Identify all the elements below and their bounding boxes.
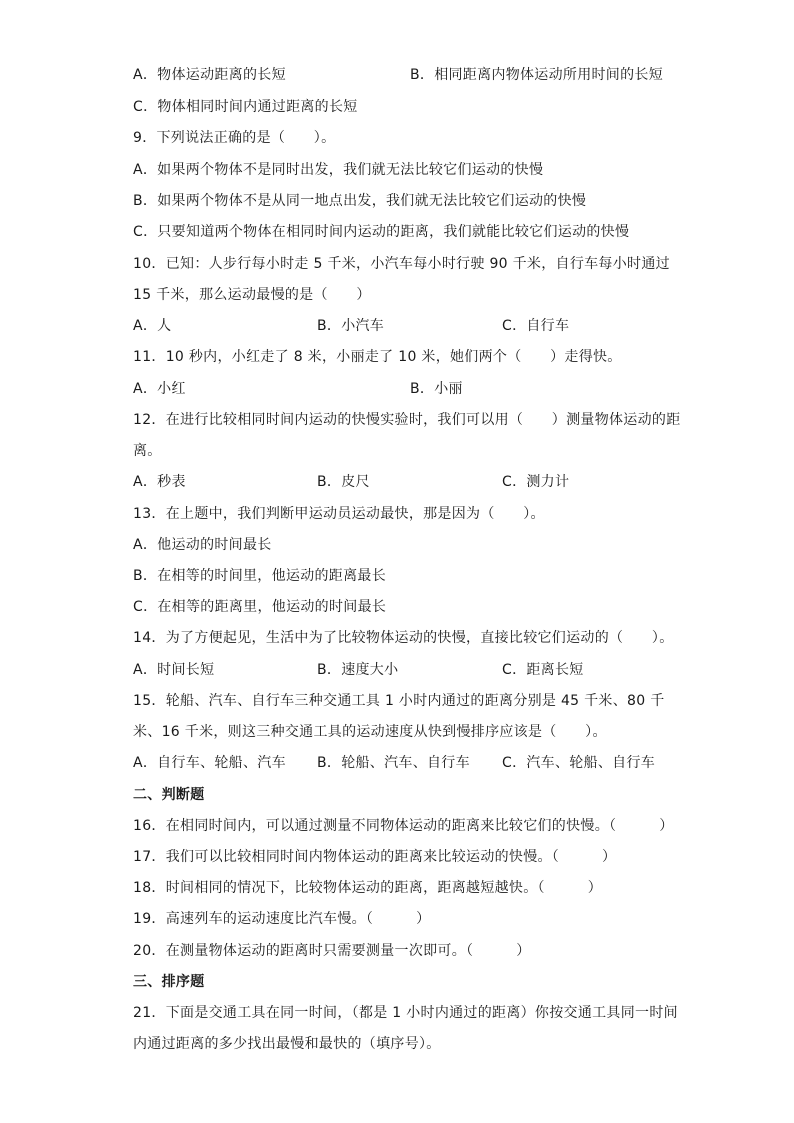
q8-option-c: C．物体相同时间内通过距离的长短 <box>133 99 358 115</box>
q10-stem-line1: 10．已知：人步行每小时走 5 千米，小汽车每小时行驶 90 千米，自行车每小时通过 <box>133 256 670 272</box>
q12-option-c: C．测力计 <box>502 474 570 490</box>
q14-option-c: C．距离长短 <box>502 662 584 678</box>
q11-option-b: B．小丽 <box>410 381 463 397</box>
q15-stem-line1: 15．轮船、汽车、自行车三种交通工具 1 小时内通过的距离分别是 45 千米、80 千 <box>133 693 665 709</box>
q15-option-b: B．轮船、汽车、自行车 <box>317 755 470 771</box>
q11-stem: 11．10 秒内，小红走了 8 米，小丽走了 10 米，她们两个（ ）走得快。 <box>133 349 622 365</box>
q21-stem-line1: 21．下面是交通工具在同一时间，（都是 1 小时内通过的距离）你按交通工具同一时间 <box>133 1005 678 1021</box>
q10-stem-line2: 15 千米，那么运动最慢的是（ ） <box>133 287 371 303</box>
q14-option-b: B．速度大小 <box>317 662 399 678</box>
q13-option-a: A．他运动的时间最长 <box>133 537 272 553</box>
q14-stem: 14．为了方便起见，生活中为了比较物体运动的快慢，直接比较它们运动的（ ）。 <box>133 630 674 646</box>
q12-stem-line1: 12．在进行比较相同时间内运动的快慢实验时，我们可以用（ ）测量物体运动的距 <box>133 412 681 428</box>
q12-option-b: B．皮尺 <box>317 474 370 490</box>
q10-option-a: A．人 <box>133 318 172 334</box>
q12-stem-line2: 离。 <box>133 443 162 459</box>
q11-option-a: A．小红 <box>133 381 186 397</box>
q19-statement: 19．高速列车的运动速度比汽车慢。（ ） <box>133 911 431 927</box>
q13-option-c: C．在相等的距离里，他运动的时间最长 <box>133 599 387 615</box>
q18-statement: 18．时间相同的情况下，比较物体运动的距离，距离越短越快。（ ） <box>133 880 603 896</box>
q21-stem-line2: 内通过距离的多少找出最慢和最快的（填序号）。 <box>133 1036 441 1052</box>
q9-stem: 9．下列说法正确的是（ ）。 <box>133 130 336 146</box>
q9-option-c: C．只要知道两个物体在相同时间内运动的距离，我们就能比较它们运动的快慢 <box>133 224 630 240</box>
section-heading-ordering: 三、排序题 <box>133 974 205 990</box>
q8-option-b: B．相同距离内物体运动所用时间的长短 <box>410 67 664 83</box>
q15-option-c: C．汽车、轮船、自行车 <box>502 755 656 771</box>
q10-option-c: C．自行车 <box>502 318 570 334</box>
q14-option-a: A．时间长短 <box>133 662 215 678</box>
q8-option-a: A．物体运动距离的长短 <box>133 67 286 83</box>
q10-option-b: B．小汽车 <box>317 318 385 334</box>
q9-option-a: A．如果两个物体不是同时出发，我们就无法比较它们运动的快慢 <box>133 162 544 178</box>
section-heading-true-false: 二、判断题 <box>133 787 205 803</box>
q9-option-b: B．如果两个物体不是从同一地点出发，我们就无法比较它们运动的快慢 <box>133 193 587 209</box>
q16-statement: 16．在相同时间内，可以通过测量不同物体运动的距离来比较它们的快慢。（ ） <box>133 818 674 834</box>
q13-option-b: B．在相等的时间里，他运动的距离最长 <box>133 568 387 584</box>
q13-stem: 13．在上题中，我们判断甲运动员运动最快，那是因为（ ）。 <box>133 506 545 522</box>
q17-statement: 17．我们可以比较相同时间内物体运动的距离来比较运动的快慢。（ ） <box>133 849 617 865</box>
q20-statement: 20．在测量物体运动的距离时只需要测量一次即可。（ ） <box>133 943 531 959</box>
q15-stem-line2: 米、16 千米，则这三种交通工具的运动速度从快到慢排序应该是（ ）。 <box>133 724 607 740</box>
q12-option-a: A．秒表 <box>133 474 186 490</box>
q15-option-a: A．自行车、轮船、汽车 <box>133 755 286 771</box>
